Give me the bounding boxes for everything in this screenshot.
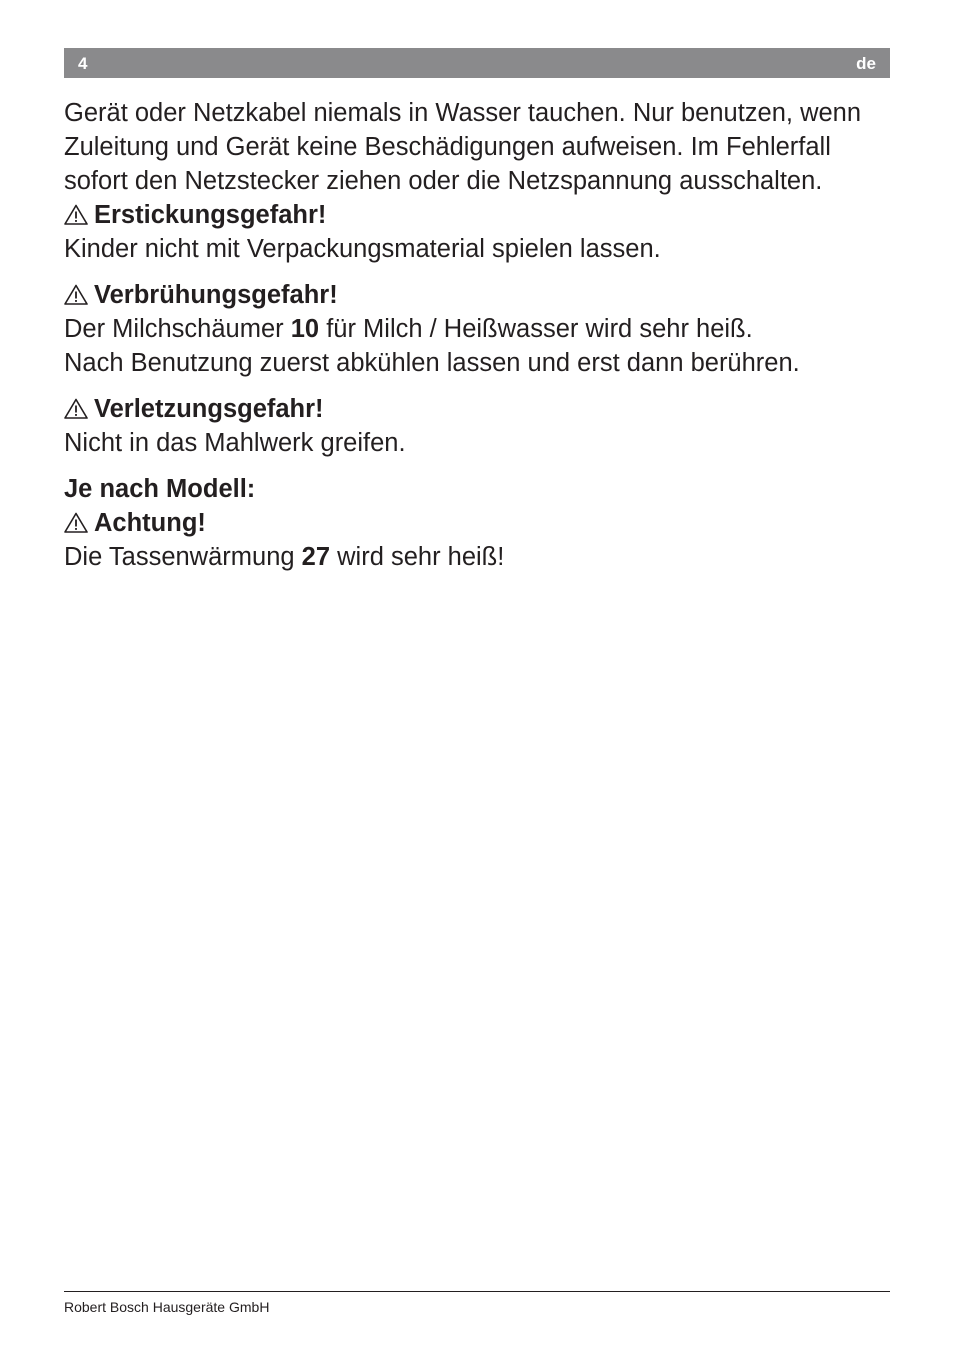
- warning-title: [64, 506, 864, 540]
- warning-text-after: wird sehr heiß!: [330, 543, 505, 571]
- footer-divider: [64, 1291, 890, 1292]
- warning-injury: [64, 392, 864, 460]
- page-content: [64, 96, 864, 586]
- warning-triangle-icon: [64, 204, 88, 225]
- warning-text-line2: Nach Benutzung zuerst abkühlen lassen und erst dann berühren.: [64, 349, 800, 377]
- warning-title-text: Verletzungsgefahr!: [94, 395, 324, 423]
- warning-text-before: Die Tassenwärmung: [64, 543, 302, 571]
- part-reference-number: 27: [301, 543, 331, 571]
- warning-text: Nicht in das Mahlwerk greifen.: [64, 429, 406, 457]
- warning-text: [64, 312, 864, 346]
- warning-triangle-icon: [64, 398, 88, 419]
- warning-text-after: für Milch / Heißwasser wird sehr heiß.: [319, 315, 753, 343]
- warning-title: [64, 392, 864, 426]
- warning-scalding: [64, 278, 864, 380]
- language-code: de: [856, 54, 876, 73]
- warning-triangle-icon: [64, 284, 88, 305]
- footer-company-name: Robert Bosch Hausgeräte GmbH: [64, 1299, 270, 1315]
- warning-text: Kinder nicht mit Verpackungsmaterial spielen lassen.: [64, 235, 661, 263]
- model-section-heading: Je nach Modell:: [64, 475, 256, 503]
- warning-text: [64, 540, 864, 574]
- warning-suffocation: [64, 198, 864, 266]
- warning-text-before: Der Milchschäumer: [64, 315, 291, 343]
- warning-attention: [64, 506, 864, 574]
- page-header-bar: [64, 48, 890, 78]
- warning-title-text: Achtung!: [94, 509, 206, 537]
- warning-title: [64, 198, 864, 232]
- warning-title: [64, 278, 864, 312]
- warning-title-text: Verbrühungsgefahr!: [94, 281, 338, 309]
- intro-paragraph: Gerät oder Netzkabel niemals in Wasser tauchen. Nur benutzen, wenn Zuleitung und Gerät keine Beschädigungen aufweisen. Im Fehlerfall sofort den Netzstecker ziehen oder die Netzspannung ausschalten.: [64, 99, 862, 195]
- part-reference-number: 10: [290, 315, 320, 343]
- warning-triangle-icon: [64, 512, 88, 533]
- page-number: 4: [78, 54, 88, 73]
- warning-title-text: Erstickungsgefahr!: [94, 201, 327, 229]
